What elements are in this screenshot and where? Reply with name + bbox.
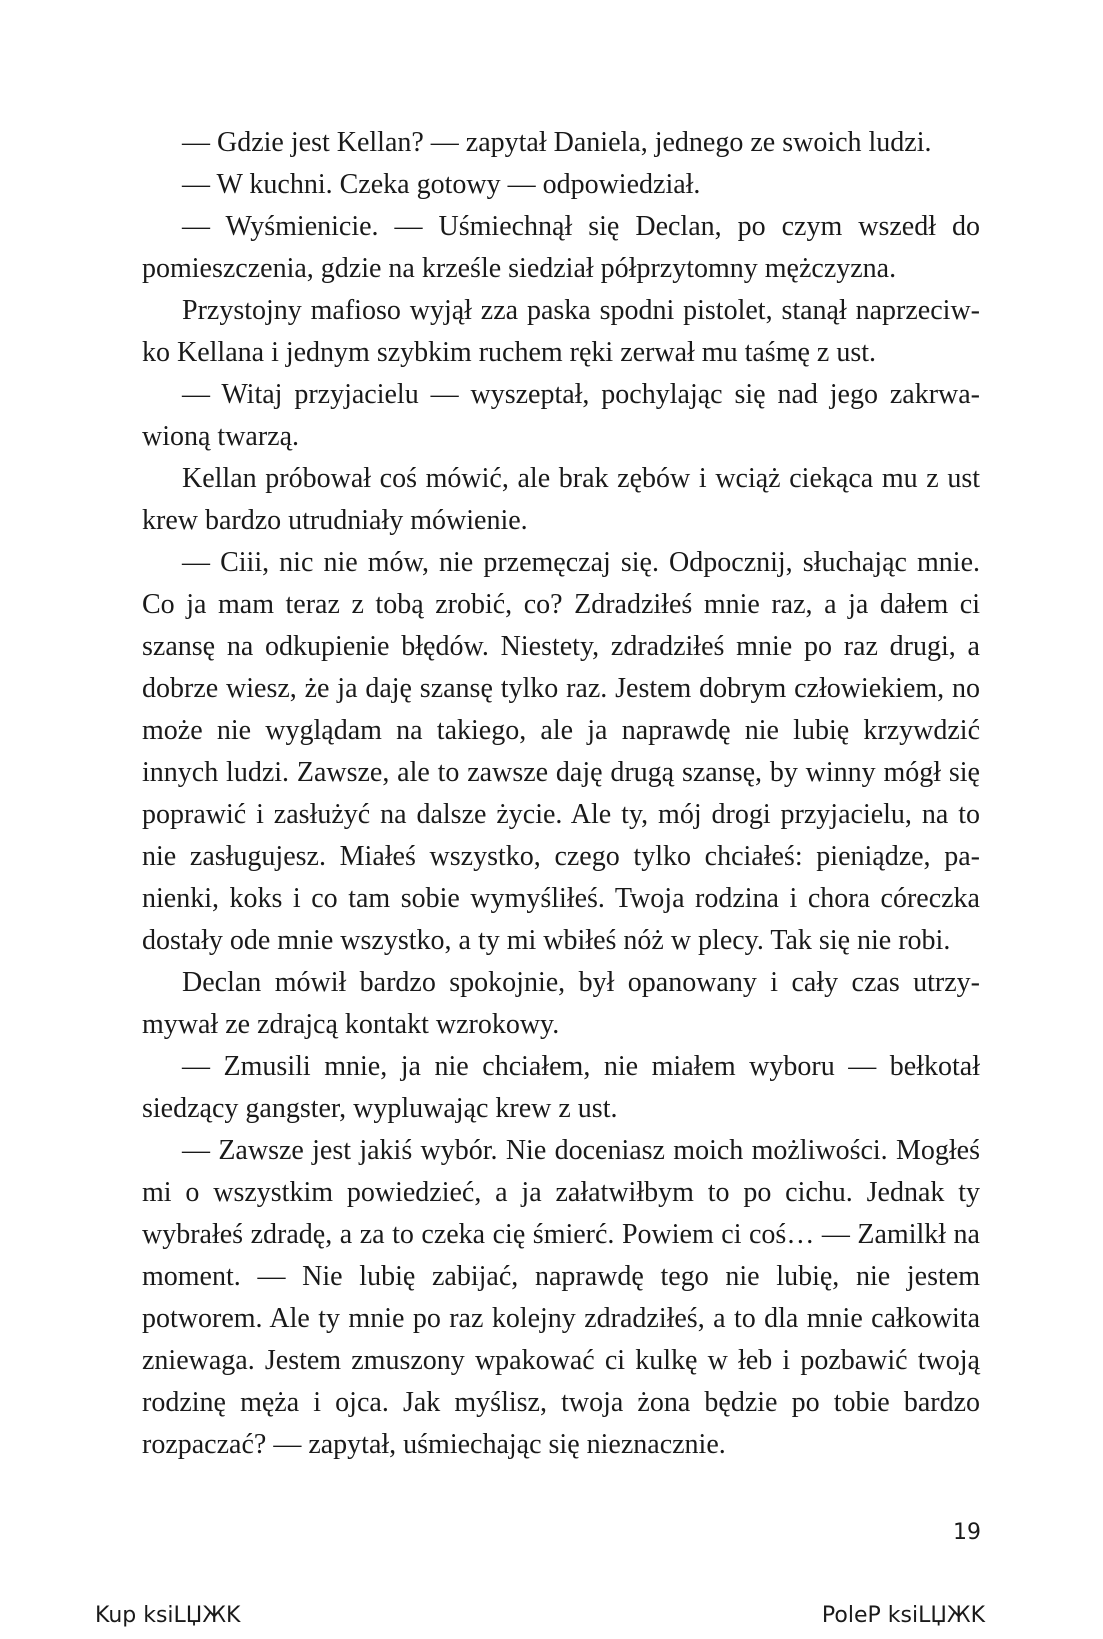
page-number: 19 <box>953 1520 981 1545</box>
paragraph: — Zawsze jest jakiś wybór. Nie doceniasz moich możliwości. Mogłeś mi o wszystkim powiedzieć, a ja załatwiłbym to po cichu. Jednak ty wybrałeś zdradę, a za to czeka cię śmierć. Powiem ci coś… — Zamilkł na moment. — Nie lubię zabijać, naprawdę tego nie lubię, nie jestem potworem. Ale ty mnie po raz kolejny zdradziłeś, a to dla mnie całkowita zniewaga. Jestem zmuszony wpakować ci kulkę w łeb i pozbawić twoją rodzinę męża i ojca. Jak myślisz, twoja żona będzie po tobie bardzo rozpaczać? — zapytał, uśmiechając się nieznacznie. <box>142 1135 980 1460</box>
paragraph: Declan mówił bardzo spokojnie, był opanowany i cały czas utrzymywał ze zdrajcą kontakt wzrokowy. <box>142 967 980 1040</box>
paragraph: — Witaj przyjacielu — wyszeptał, pochylając się nad jego zakrwawioną twarzą. <box>142 379 980 452</box>
paragraph: — Ciii, nic nie mów, nie przemęczaj się. Odpocznij, słuchając mnie. Co ja mam teraz z tobą zrobić, co? Zdradziłeś mnie raz, a ja dałem ci szansę na odkupienie błędów. Niestety, zdradziłeś mnie po raz drugi, a dobrze wiesz, że ja daję szansę tylko raz. Jestem dobrym człowiekiem, no może nie wyglądam na takiego, ale ja naprawdę nie lubię krzywdzić innych ludzi. Zawsze, ale to zawsze daję drugą szansę, by winny mógł się poprawić i zasłużyć na dalsze życie. Ale ty, mój drogi przyjacielu, na to nie zasługujesz. Miałeś wszystko, czego tylko chciałeś: pieniądze, panienki, koks i co tam sobie wymyśliłeś. Twoja rodzina i chora córeczka dostały ode mnie wszystko, a ty mi wbiłeś nóż w plecy. Tak się nie robi. <box>142 547 980 956</box>
book-page-text <box>142 122 980 1466</box>
paragraph: — W kuchni. Czeka gotowy — odpowiedział. <box>182 169 701 200</box>
paragraph: Przystojny mafioso wyjął zza paska spodni pistolet, stanął naprzeciwko Kellana i jednym szybkim ruchem ręki zerwał mu taśmę z ust. <box>142 295 980 368</box>
paragraph: — Wyśmienicie. — Uśmiechnął się Declan, po czym wszedł do pomieszczenia, gdzie na krześle siedział półprzytomny mężczyzna. <box>142 211 980 284</box>
paragraph: — Gdzie jest Kellan? — zapytał Daniela, jednego ze swoich ludzi. <box>182 127 932 158</box>
paragraph: Kellan próbował coś mówić, ale brak zębów i wciąż ciekąca mu z ust krew bardzo utrudniały mówienie. <box>142 463 980 536</box>
paragraph: — Zmusili mnie, ja nie chciałem, nie miałem wyboru — bełkotał siedzący gangster, wypluwając krew z ust. <box>142 1051 980 1124</box>
recommend-book-link[interactable]: PoleP ksiLЏЖK <box>821 1603 985 1628</box>
buy-book-link[interactable]: Kup ksiLЏЖK <box>95 1603 241 1628</box>
